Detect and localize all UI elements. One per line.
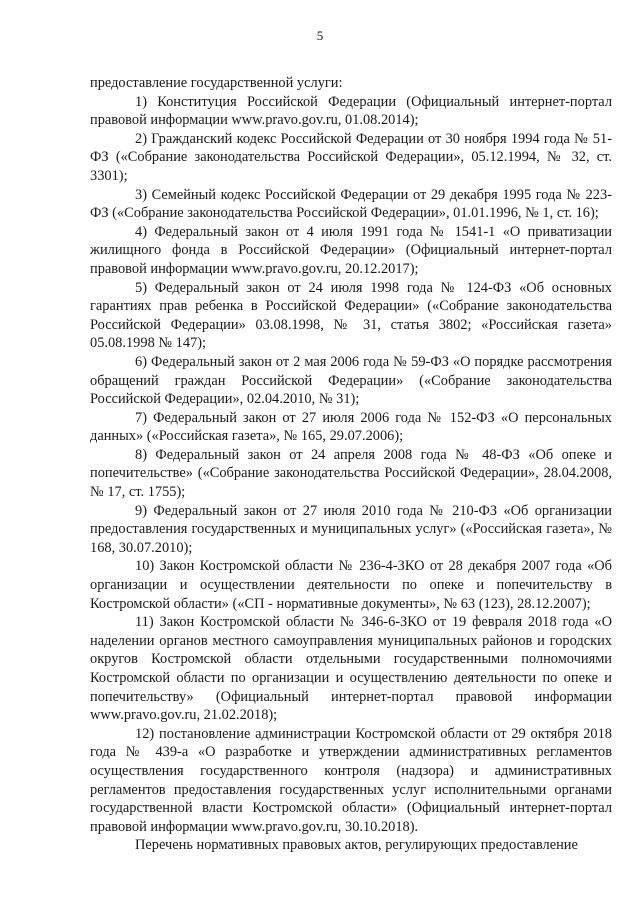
list-item-9: 9) Федеральный закон от 27 июля 2010 года № 210-ФЗ «Об организации предоставления государственных и муниципальных услуг» («Российская газета», № 168, 30.07.2010);: [90, 502, 612, 556]
list-item-5: 5) Федеральный закон от 24 июля 1998 года № 124-ФЗ «Об основных гарантиях прав ребенка в Российской Федерации» («Собрание законодательства Российской Федерации» 03.08.1998, № 31, статья 3802; «Российская газета» 05.08.1998 № 147);: [90, 279, 612, 352]
list-item-11: 11) Закон Костромской области № 346-6-ЗКО от 19 февраля 2018 года «О наделении органов местного самоуправления муниципальных районов и городских округов Костромской области отдельными государственными полномочиями Костромской области по организации и осуществлению деятельности по опеке и попечительству» (Официальный интернет-портал правовой информации www.pravo.gov.ru, 21.02.2018);: [90, 614, 612, 724]
document-body: [90, 74, 612, 855]
list-item-7: 7) Федеральный закон от 27 июля 2006 года № 152-ФЗ «О персональных данных» («Российская газета», № 165, 29.07.2006);: [90, 409, 612, 445]
list-item-1: 1) Конституция Российской Федерации (Официальный интернет-портал правовой информации www.pravo.gov.ru, 01.08.2014);: [90, 93, 612, 129]
list-item-8: 8) Федеральный закон от 24 апреля 2008 года № 48-ФЗ «Об опеке и попечительстве» («Собрание законодательства Российской Федерации», 28.04.2008, № 17, ст. 1755);: [90, 446, 612, 501]
list-item-3: 3) Семейный кодекс Российской Федерации от 29 декабря 1995 года № 223-ФЗ («Собрание законодательства Российской Федерации», 01.01.1996, № 1, ст. 16);: [90, 186, 612, 222]
list-item-12: 12) постановление администрации Костромской области от 29 октября 2018 года № 439-а «О разработке и утверждении административных регламентов осуществления государственного контроля (надзора) и административных регламентов предоставления государственных услуг исполнительными органами государственной власти Костромской области» (Официальный интернет-портал правовой информации www.pravo.gov.ru, 30.10.2018).: [90, 725, 612, 835]
list-item-2: 2) Гражданский кодекс Российской Федерации от 30 ноября 1994 года № 51-ФЗ («Собрание законодательства Российской Федерации», 05.12.1994, № 32, ст. 3301);: [90, 130, 612, 184]
page-number: 5: [316, 28, 324, 43]
closing-line: Перечень нормативных правовых актов, регулирующих предоставление: [135, 837, 578, 854]
list-item-4: 4) Федеральный закон от 4 июля 1991 года № 1541-1 «О приватизации жилищного фонда в Российской Федерации» (Официальный интернет-портал правовой информации www.pravo.gov.ru, 20.12.2017);: [90, 223, 612, 277]
intro-line: предоставление государственной услуги:: [90, 75, 343, 91]
list-item-6: 6) Федеральный закон от 2 мая 2006 года № 59-ФЗ «О порядке рассмотрения обращений граждан Российской Федерации» («Собрание законодательства Российской Федерации», 02.04.2010, № 31);: [90, 353, 612, 408]
list-item-10: 10) Закон Костромской области № 236-4-ЗКО от 28 декабря 2007 года «Об организации и осуществлении деятельности по опеке и попечительству в Костромской области» («СП - нормативные документы», № 63 (123), 28.12.2007);: [90, 558, 612, 612]
